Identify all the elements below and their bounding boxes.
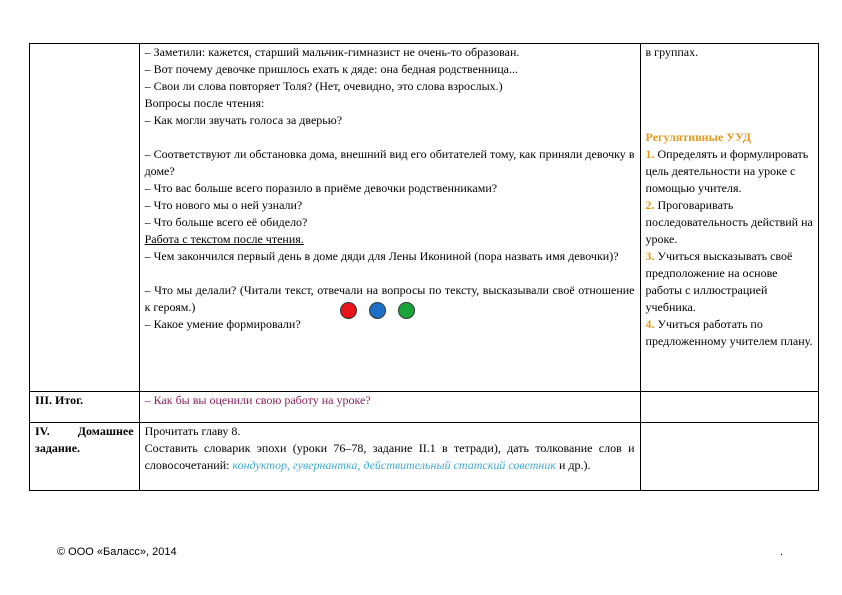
reg-item bbox=[646, 316, 813, 350]
text-line: – Что вас больше всего поразило в приёме девочки родственниками? bbox=[144, 181, 498, 195]
reg-title: Регулятивные УУД bbox=[645, 130, 751, 144]
homework-text: Составить словарик эпохи (уроки 76–78, задание II.1 в тетради), дать толкование слов и словосочетаний: bbox=[144, 441, 635, 472]
reg-text: Учиться работать по предложенному учителем плану. bbox=[645, 317, 813, 348]
text-line: – Что больше всего её обидело? bbox=[144, 215, 308, 229]
text-line: – Что мы делали? (Читали текст, отвечали на вопросы по тексту, высказывали своё отношение к героям.) bbox=[144, 283, 635, 314]
red-dot-icon bbox=[340, 302, 357, 319]
homework-line: Прочитать главу 8. bbox=[144, 424, 241, 438]
reg-item bbox=[646, 146, 813, 197]
reg-num: 2. bbox=[645, 198, 655, 212]
reg-text: Проговаривать последовательность действий на уроке. bbox=[645, 198, 813, 246]
reg-text: Определять и формулировать цель деятельности на уроке с помощью учителя. bbox=[645, 147, 809, 195]
work-heading: Работа с текстом после чтения. bbox=[144, 232, 304, 246]
reg-num: 3. bbox=[645, 249, 655, 263]
text-line: – Какое умение формировали? bbox=[144, 317, 301, 331]
homework-line bbox=[145, 440, 635, 474]
text-line: – Что нового мы о ней узнали? bbox=[144, 198, 303, 212]
green-dot-icon bbox=[398, 302, 415, 319]
reg-text: Учиться высказывать своё предположение на основе работы с иллюстрацией учебника. bbox=[645, 249, 793, 314]
text-line: – Чем закончился первый день в доме дяди для Лены Икониной (пора назвать имя девочки)? bbox=[144, 249, 619, 263]
reg-item bbox=[646, 197, 813, 248]
text-line: – Соответствуют ли обстановка дома, внешний вид его обитателей тому, как приняли девочку в доме? bbox=[144, 147, 635, 178]
homework-text-end: и др.). bbox=[555, 458, 591, 472]
text-line: – Вот почему девочке пришлось ехать к дяде: она бедная родственница... bbox=[144, 62, 518, 76]
text-line: – Заметили: кажется, старший мальчик-гимназист не очень-то образован. bbox=[144, 45, 520, 59]
text-line: – Как могли звучать голоса за дверью? bbox=[144, 113, 343, 127]
uud-cell bbox=[640, 44, 818, 392]
footer-dot: . bbox=[780, 546, 784, 558]
reg-item bbox=[646, 248, 813, 316]
stage-title: IV. Домашнее задание. bbox=[30, 423, 140, 491]
color-dots bbox=[340, 302, 427, 324]
content-cell bbox=[139, 44, 640, 392]
stage-title: III. Итог. bbox=[30, 392, 140, 423]
empty-cell bbox=[640, 392, 818, 423]
footer-copyright: © ООО «Баласс», 2014 bbox=[57, 546, 177, 558]
summary-question: – Как бы вы оценили свою работу на уроке? bbox=[139, 392, 640, 423]
lesson-table bbox=[29, 43, 819, 491]
homework-cell bbox=[139, 423, 640, 491]
homework-terms: кондуктор, гувернантка, действительный статский советник bbox=[232, 458, 556, 472]
blue-dot-icon bbox=[369, 302, 386, 319]
reg-num: 4. bbox=[645, 317, 655, 331]
text-line: Вопросы после чтения: bbox=[144, 96, 265, 110]
text-line: в группах. bbox=[645, 45, 699, 59]
empty-cell bbox=[640, 423, 818, 491]
table-row bbox=[30, 423, 819, 491]
table-row bbox=[30, 392, 819, 423]
stage-cell-empty bbox=[30, 44, 140, 392]
reg-num: 1. bbox=[645, 147, 655, 161]
text-line: – Свои ли слова повторяет Толя? (Нет, очевидно, это слова взрослых.) bbox=[144, 79, 503, 93]
table-row bbox=[30, 44, 819, 392]
